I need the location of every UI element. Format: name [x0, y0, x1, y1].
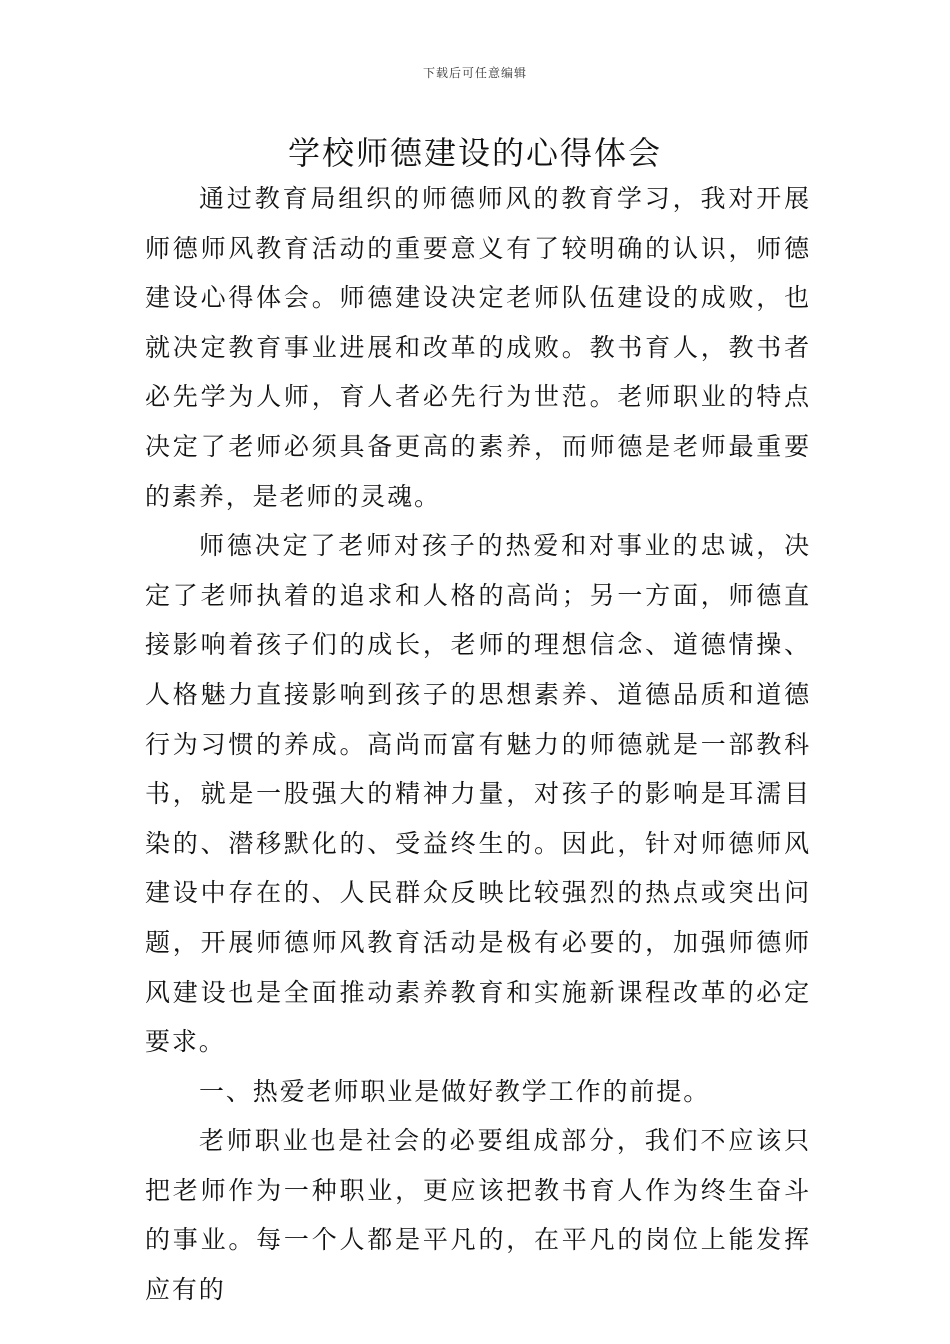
- section-heading: 一、热爱老师职业是做好教学工作的前提。: [199, 1076, 711, 1106]
- document-body: [145, 174, 811, 1315]
- body-paragraph: 老师职业也是社会的必要组成部分，我们不应该只把老师作为一种职业，更应该把教书育人作为终生奋斗的事业。每一个人都是平凡的，在平凡的岗位上能发挥应有的: [145, 1126, 811, 1305]
- page-header-note: 下载后可任意编辑: [422, 66, 527, 80]
- body-paragraph: 通过教育局组织的师德师风的教育学习，我对开展师德师风教育活动的重要意义有了较明确的认识，师德建设心得体会。师德建设决定老师队伍建设的成败，也就决定教育事业进展和改革的成败。教书育人，教书者必先学为人师，育人者必先行为世范。老师职业的特点决定了老师必须具备更高的素养，而师德是老师最重要的素养，是老师的灵魂。: [145, 184, 811, 511]
- document-title: 学校师德建设的心得体会: [287, 134, 662, 172]
- body-paragraph: 师德决定了老师对孩子的热爱和对事业的忠诚，决定了老师执着的追求和人格的高尚；另一方面，师德直接影响着孩子们的成长，老师的理想信念、道德情操、人格魅力直接影响到孩子的思想素养、道德品质和道德行为习惯的养成。高尚而富有魅力的师德就是一部教科书，就是一股强大的精神力量，对孩子的影响是耳濡目染的、潜移默化的、受益终生的。因此，针对师德师风建设中存在的、人民群众反映比较强烈的热点或突出问题，开展师德师风教育活动是极有必要的，加强师德师风建设也是全面推动素养教育和实施新课程改革的必定要求。: [145, 531, 811, 1057]
